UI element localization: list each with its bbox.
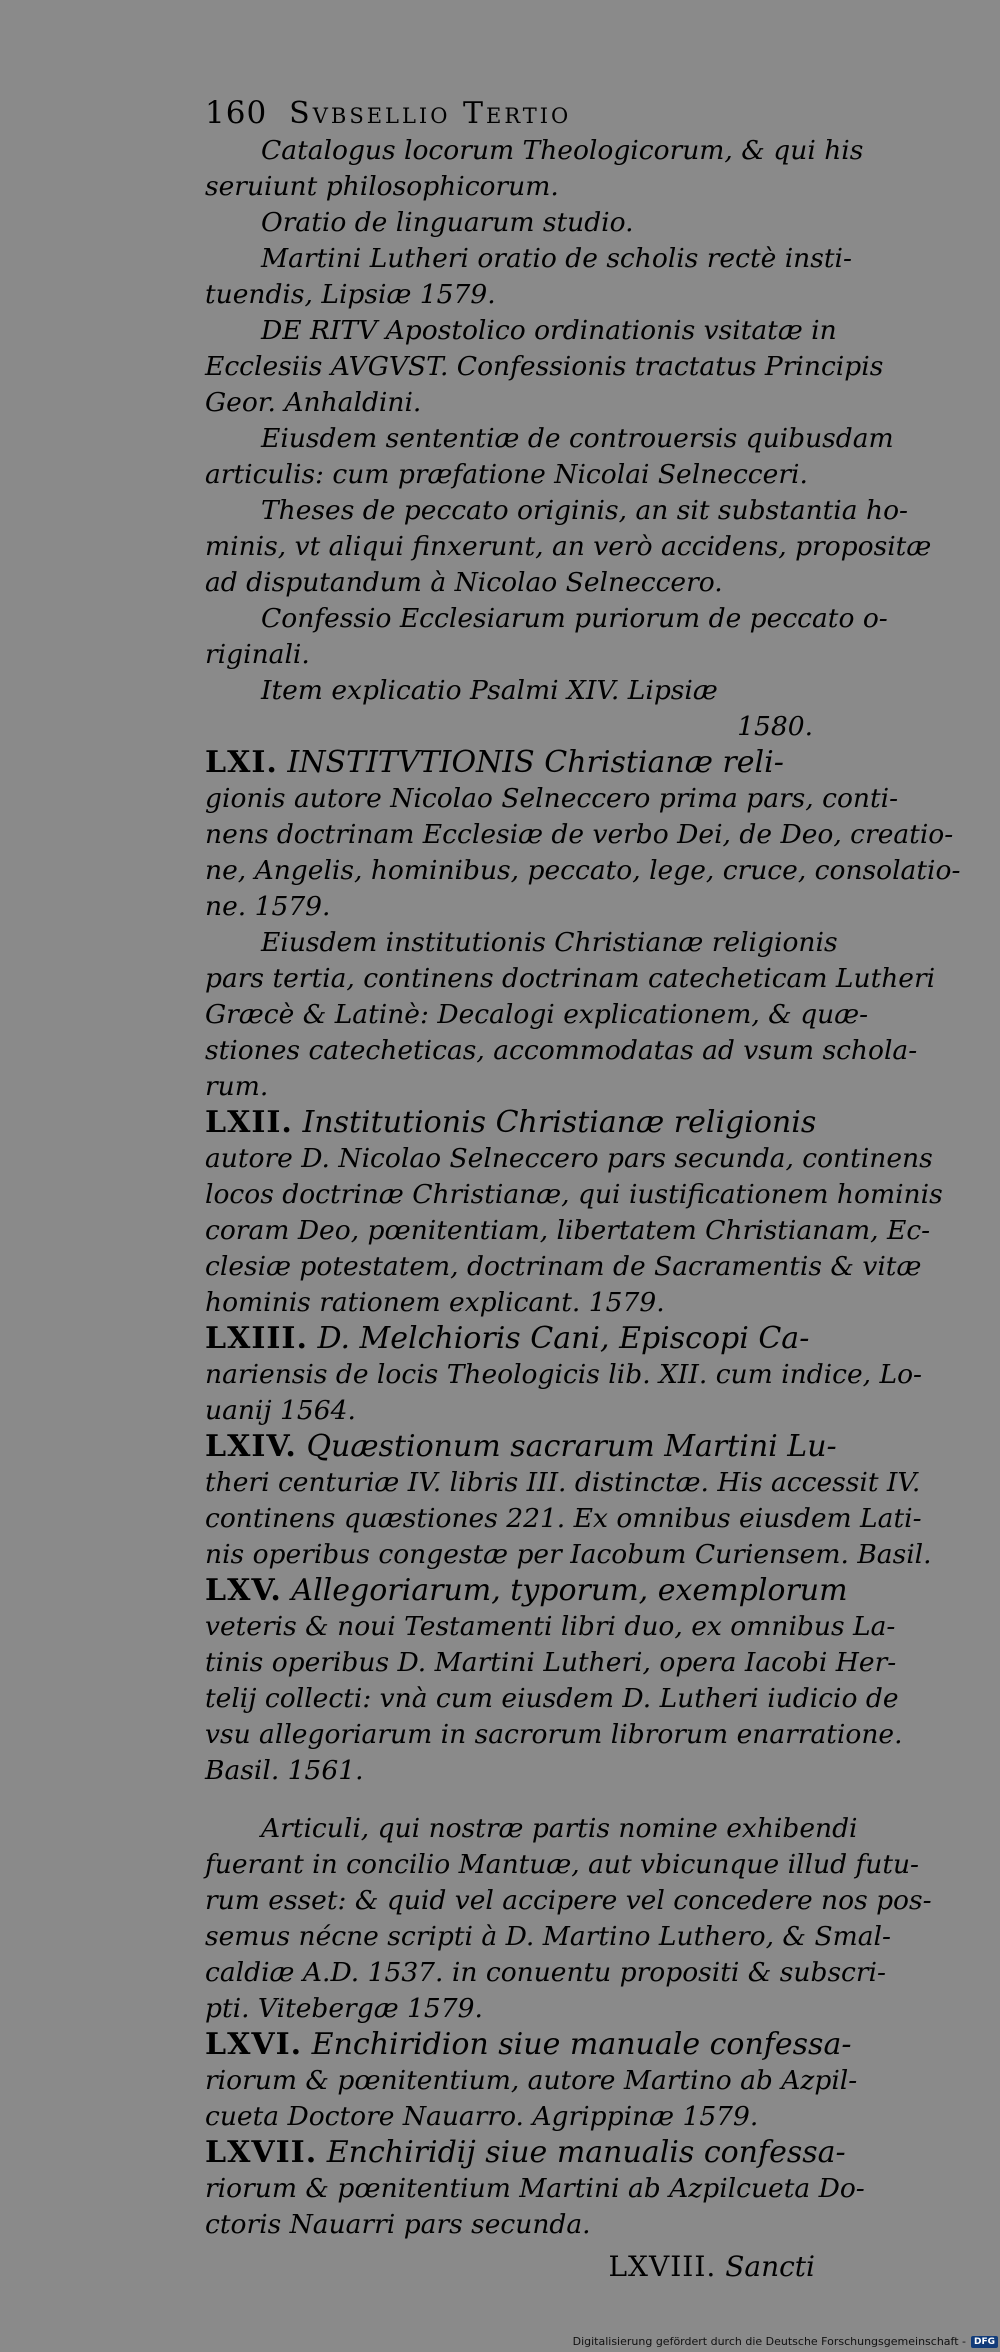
line-text: ne. 1579. [205, 891, 331, 922]
text-line [205, 1465, 921, 1501]
line-text: vsu allegoriarum in sacrorum librorum enarratione. [205, 1719, 903, 1750]
line-text: nis operibus congestæ per Iacobum Curiensem. Basil. [205, 1539, 932, 1570]
text-line [205, 1991, 815, 2027]
line-text: pars tertia, continens doctrinam catecheticam Lutheri [205, 963, 936, 994]
entry-number: LXIII. [205, 1321, 308, 1356]
entry-heading-line [205, 2135, 846, 2171]
line-text: Basil. 1561. [205, 1755, 364, 1786]
text-line [205, 1717, 903, 1753]
line-text: rum esset: & quid vel accipere vel concedere nos pos- [205, 1885, 932, 1916]
text-line [205, 1753, 815, 1789]
text-line [205, 1645, 897, 1681]
text-line [205, 493, 908, 529]
catchword-text: Sancti [725, 2250, 815, 2283]
text-line [205, 961, 936, 997]
text-line [205, 1213, 931, 1249]
text-line [205, 2171, 865, 2207]
line-text: Item explicatio Psalmi XIV. Lipsiæ [261, 675, 718, 706]
line-text: seruiunt philosophicorum. [205, 171, 559, 202]
line-text: minis, vt aliqui finxerunt, an verò accidens, propositæ [205, 531, 932, 562]
line-text: continens quæstiones 221. Ex omnibus eiusdem Lati- [205, 1503, 922, 1534]
line-text: Theses de peccato originis, an sit substantia ho- [261, 495, 908, 526]
line-text: DE RITV Apostolico ordinationis vsitatæ in [261, 315, 837, 346]
line-text: Eiusdem institutionis Christianæ religionis [261, 927, 838, 958]
text-line [205, 2099, 815, 2135]
text-line [205, 385, 815, 421]
spacer [205, 1789, 815, 1811]
entry-number: LXII. [205, 1105, 293, 1140]
text-line [205, 817, 954, 853]
catchword-number: LXVIII. [608, 2250, 717, 2283]
line-text: uanij 1564. [205, 1395, 356, 1426]
text-line [205, 169, 815, 205]
text-line [205, 1393, 815, 1429]
text-line [205, 1069, 815, 1105]
line-text: Allegoriarum, typorum, exemplorum [291, 1573, 848, 1608]
line-text: Martini Lutheri oratio de scholis rectè insti- [261, 243, 852, 274]
text-line [205, 529, 932, 565]
text-line [205, 1609, 896, 1645]
line-text: semus nécne scripti à D. Martino Luthero, & Smal- [205, 1921, 891, 1952]
page-number: 160 [205, 95, 268, 131]
text-line [205, 889, 815, 925]
entry-heading-line [205, 745, 815, 781]
entry-number: LXI. [205, 745, 278, 780]
text-line [205, 313, 837, 349]
text-line [205, 1141, 933, 1177]
text-line [205, 1847, 919, 1883]
text-line [205, 2063, 858, 2099]
line-text: Oratio de linguarum studio. [261, 207, 634, 238]
line-text: rum. [205, 1071, 269, 1102]
entry-number: LXVI. [205, 2027, 303, 2062]
line-text: gionis autore Nicolao Selneccero prima pars, conti- [205, 783, 899, 814]
footer-text: Digitalisierung gefördert durch die Deutsche Forschungsgemeinschaft - [572, 2335, 966, 2348]
line-text: stiones catecheticas, accommodatas ad vsum schola- [205, 1035, 918, 1066]
dfg-logo: DFG [971, 2336, 998, 2348]
book-page [205, 95, 961, 2283]
text-line [205, 997, 869, 1033]
line-text: ad disputandum à Nicolao Selneccero. [205, 567, 723, 598]
text-line [205, 1811, 858, 1847]
line-text: Articuli, qui nostræ partis nomine exhibendi [261, 1813, 858, 1844]
text-line [205, 1501, 922, 1537]
text-line [205, 1177, 943, 1213]
entry-heading-line [205, 1573, 848, 1609]
line-text: theri centuriæ IV. libris III. distinctæ. His accessit IV. [205, 1467, 921, 1498]
text-line [205, 925, 838, 961]
line-text: Quæstionum sacrarum Martini Lu- [306, 1429, 837, 1464]
digitization-footer [573, 2335, 998, 2348]
text-line [205, 1357, 923, 1393]
line-text: clesiæ potestatem, doctrinam de Sacramentis & vitæ [205, 1251, 922, 1282]
line-text: nens doctrinam Ecclesiæ de verbo Dei, de Deo, creatio- [205, 819, 954, 850]
text-line [205, 673, 815, 709]
line-text: Enchiridion siue manuale confessa- [311, 2027, 852, 2062]
line-text: veteris & noui Testamenti libri duo, ex omnibus La- [205, 1611, 896, 1642]
line-text: hominis rationem explicant. 1579. [205, 1287, 665, 1318]
entry-heading-line [205, 1429, 837, 1465]
line-text: autore D. Nicolao Selneccero pars secunda, continens [205, 1143, 933, 1174]
line-text: Institutionis Christianæ religionis [302, 1105, 817, 1140]
line-text: Geor. Anhaldini. [205, 387, 422, 418]
text-line [205, 457, 815, 493]
text-line [205, 1249, 922, 1285]
text-line [205, 2207, 815, 2243]
line-text: Græcè & Latinè: Decalogi explicationem, & quæ- [205, 999, 869, 1030]
entry-number: LXV. [205, 1573, 282, 1608]
line-text: riginali. [205, 639, 310, 670]
entry-heading-line [205, 2027, 852, 2063]
text-line [205, 781, 899, 817]
catchword [205, 2249, 815, 2285]
entry-number: LXVII. [205, 2135, 318, 2170]
line-text: nariensis de locis Theologicis lib. XII. cum indice, Lo- [205, 1359, 923, 1390]
line-text: coram Deo, pœnitentiam, libertatem Christianam, Ec- [205, 1215, 931, 1246]
line-text: telij collecti: vnà cum eiusdem D. Lutheri iudicio de [205, 1683, 899, 1714]
text-line [205, 1955, 886, 1991]
text-line [205, 601, 888, 637]
line-text: riorum & pœnitentium, autore Martino ab Azpil- [205, 2065, 858, 2096]
line-text: INSTITVTIONIS Christianæ reli- [287, 745, 784, 780]
line-text: Confessio Ecclesiarum puriorum de peccato o- [261, 603, 888, 634]
line-text: cueta Doctore Nauarro. Agrippinæ 1579. [205, 2101, 759, 2132]
text-line [205, 709, 815, 745]
text-line [205, 1285, 815, 1321]
entry-heading-line [205, 1321, 815, 1357]
line-text: tinis operibus D. Martini Lutheri, opera Iacobi Her- [205, 1647, 897, 1678]
entry-heading-line [205, 1105, 815, 1141]
line-text: Eiusdem sententiæ de controuersis quibusdam [261, 423, 894, 454]
line-text: caldiæ A.D. 1537. in conuentu propositi & subscri- [205, 1957, 886, 1988]
line-text: Catalogus locorum Theologicorum, & qui his [261, 135, 864, 166]
text-line [205, 565, 815, 601]
line-text: D. Melchioris Cani, Episcopi Ca- [317, 1321, 810, 1356]
line-text: ne, Angelis, hominibus, peccato, lege, cruce, consolatio- [205, 855, 961, 886]
line-text: articulis: cum præfatione Nicolai Selnecceri. [205, 459, 808, 490]
text-line [205, 241, 852, 277]
line-text: locos doctrinæ Christianæ, qui iustificationem hominis [205, 1179, 943, 1210]
line-text: ctoris Nauarri pars secunda. [205, 2209, 591, 2240]
entry-number: LXIV. [205, 1429, 297, 1464]
line-text: riorum & pœnitentium Martini ab Azpilcueta Do- [205, 2173, 865, 2204]
page-body [205, 133, 961, 2243]
line-text: fuerant in concilio Mantuæ, aut vbicunque illud futu- [205, 1849, 919, 1880]
line-text: Enchiridij siue manualis confessa- [326, 2135, 846, 2170]
running-title: Svbsellio Tertio [289, 96, 572, 131]
text-line [205, 1681, 899, 1717]
text-line [205, 1537, 932, 1573]
text-line [205, 421, 894, 457]
text-line [205, 277, 815, 313]
line-text: 1580. [737, 711, 813, 742]
text-line [205, 205, 815, 241]
text-line [205, 1883, 932, 1919]
text-line [205, 853, 961, 889]
line-text: pti. Vitebergæ 1579. [205, 1993, 483, 2024]
text-line [205, 1033, 918, 1069]
line-text: Ecclesiis AVGVST. Confessionis tractatus Principis [205, 351, 884, 382]
text-line [205, 637, 815, 673]
text-line [205, 349, 884, 385]
text-line [205, 1919, 891, 1955]
text-line [205, 133, 864, 169]
line-text: tuendis, Lipsiæ 1579. [205, 279, 496, 310]
page-header [205, 95, 815, 131]
